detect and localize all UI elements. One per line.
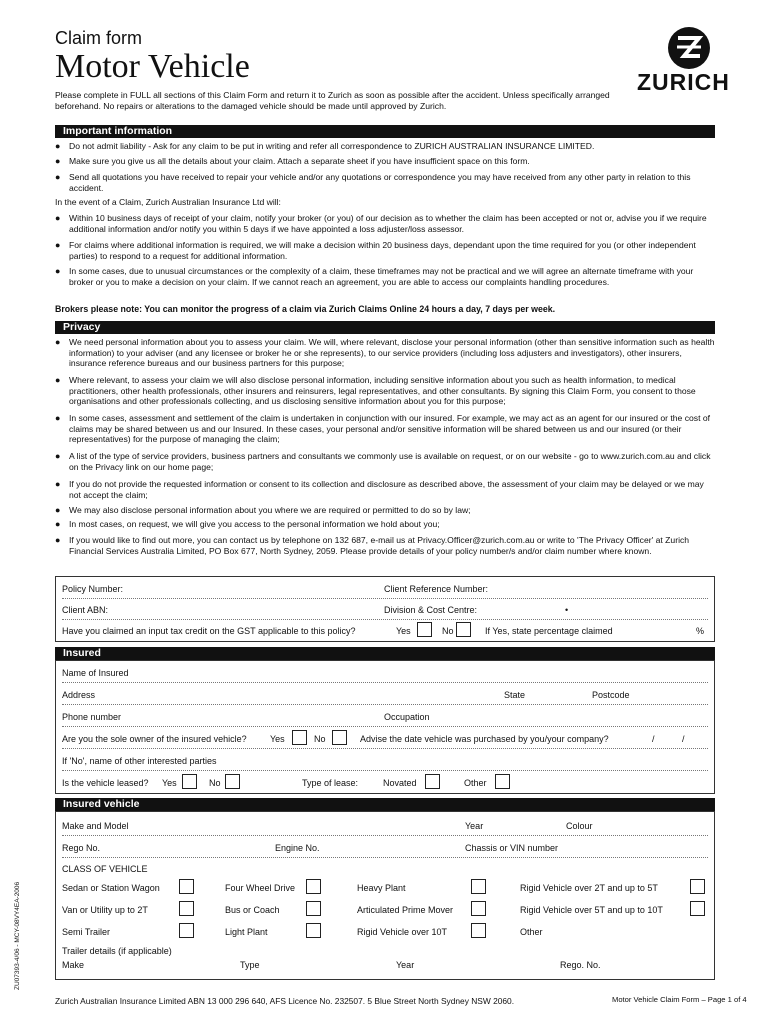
gst-yes-label: Yes: [396, 626, 411, 636]
insured-heading: Insured: [55, 647, 715, 660]
list-item: ● In some cases, assessment and settlement of the claim is undertaken in conjunction with our insured. For example, we may act as an agent for our insured or the cost of claims may be shared between us and our Insured. In these cases, your personal and/or sensitive information will be shared between us and our insured (or their representatives) for the purpose of managing the claim;: [55, 413, 711, 444]
lease-yes-checkbox[interactable]: [182, 774, 197, 789]
owner-no-checkbox[interactable]: [332, 730, 347, 745]
intro-text: Please complete in FULL all sections of this Claim Form and return it to Zurich as soon as possible after the accident. Unless specifically arranged beforehand. No repairs or alterations to the damaged vehicle should be made until approved by Zurich.: [55, 90, 610, 111]
phone-row[interactable]: [62, 705, 708, 727]
state-label: State: [504, 690, 526, 700]
make-model-row[interactable]: [62, 814, 708, 836]
lease-no-label: No: [209, 778, 221, 788]
lease-no-checkbox[interactable]: [225, 774, 240, 789]
class-articulated-checkbox[interactable]: [471, 901, 486, 916]
list-item: ● Send all quotations you have received to repair your vehicle and/or any quotations or correspondence you may have received from any other party in relation to this accident.: [55, 172, 691, 193]
phone-label: Phone number: [62, 712, 122, 722]
trailer-rego-label: Rego. No.: [560, 960, 601, 970]
sole-owner-row: [62, 727, 708, 749]
novated-label: Novated: [383, 778, 417, 788]
form-code: ZU07393-4/06 - MCY-08VY4EA-2006: [14, 881, 21, 990]
trailer-row[interactable]: [62, 953, 708, 974]
insured-section: [55, 660, 715, 794]
policy-number-label: Policy Number:: [62, 584, 124, 594]
list-item: ● Make sure you give us all the details about your claim. Attach a separate sheet if you have insufficient space on this form.: [55, 156, 530, 166]
class-sedan-checkbox[interactable]: [179, 879, 194, 894]
footer-page: Motor Vehicle Claim Form – Page 1 of 4: [612, 995, 747, 1004]
postcode-label: Postcode: [592, 690, 630, 700]
class-van-label: Van or Utility up to 2T: [62, 905, 148, 915]
policy-row-2: [62, 598, 708, 620]
list-item: ● A list of the type of service providers, business partners and consultants we commonly use is available on request, or on our website - go to www.zurich.com.au and click on the Privacy link on our home page;: [55, 451, 711, 472]
rego-row[interactable]: [62, 836, 708, 858]
brand-name: ZURICH: [637, 69, 730, 95]
class-rigid-10t-label: Rigid Vehicle over 10T: [357, 927, 448, 937]
lease-type-label: Type of lease:: [302, 778, 359, 788]
gst-yes-checkbox[interactable]: [417, 622, 432, 637]
engine-label: Engine No.: [275, 843, 320, 853]
insured-name-label: Name of Insured: [62, 668, 129, 678]
class-light-plant-label: Light Plant: [225, 927, 268, 937]
rego-label: Rego No.: [62, 843, 101, 853]
colour-label: Colour: [566, 821, 593, 831]
class-semi-trailer-label: Semi Trailer: [62, 927, 111, 937]
gst-no-checkbox[interactable]: [456, 622, 471, 637]
list-item: ● Within 10 business days of receipt of your claim, notify your broker (or you) of our decision as to whether the claim has been accepted or not or, advise you if we require additional information and/or notify you within 5 days if we have appointed a loss adjuster/loss assessor.: [55, 213, 707, 234]
class-rigid-2t-5t-checkbox[interactable]: [690, 879, 705, 894]
division-label: Division & Cost Centre:: [384, 605, 478, 615]
date-slash: /: [652, 734, 655, 744]
vehicle-heading: Insured vehicle: [55, 798, 715, 811]
zurich-logo-icon: [667, 26, 711, 70]
policy-section: [55, 576, 715, 642]
footer-company: Zurich Australian Insurance Limited ABN 13 000 296 640, AFS Licence No. 232507. 5 Blue Street North Sydney NSW 2060.: [55, 996, 515, 1006]
insured-name-row[interactable]: [62, 661, 708, 683]
policy-row-1: [62, 577, 708, 599]
class-rigid-5t-10t-label: Rigid Vehicle over 5T and up to 10T: [520, 905, 663, 915]
form-title: Motor Vehicle: [55, 48, 250, 85]
class-rigid-5t-10t-checkbox[interactable]: [690, 901, 705, 916]
year-label: Year: [465, 821, 484, 831]
class-light-plant-checkbox[interactable]: [306, 923, 321, 938]
class-heavy-plant-checkbox[interactable]: [471, 879, 486, 894]
privacy-heading: Privacy: [55, 321, 715, 334]
policy-row-3: [62, 619, 708, 640]
list-item: ● If you would like to find out more, you can contact us by telephone on 132 687, e-mail us at Privacy.Officer@zurich.com.au or write to 'The Privacy Officer' at Zurich Financial Services Australia Limited, PO Box 677, North Sydney, 2059. Please provide details of your policy number/s and/or claim number where known.: [55, 535, 690, 556]
trailer-year-label: Year: [396, 960, 415, 970]
client-abn-label: Client ABN:: [62, 605, 109, 615]
gst-percentage-label: If Yes, state percentage claimed: [485, 626, 613, 636]
class-rigid-10t-checkbox[interactable]: [471, 923, 486, 938]
gst-question: Have you claimed an input tax credit on the GST applicable to this policy?: [62, 626, 356, 636]
chassis-label: Chassis or VIN number: [465, 843, 559, 853]
class-heavy-plant-label: Heavy Plant: [357, 883, 406, 893]
client-ref-label: Client Reference Number:: [384, 584, 489, 594]
vehicle-section: [55, 811, 715, 980]
class-4wd-checkbox[interactable]: [306, 879, 321, 894]
class-sedan-label: Sedan or Station Wagon: [62, 883, 160, 893]
lease-row: [62, 771, 708, 792]
leased-question: Is the vehicle leased?: [62, 778, 149, 788]
lease-yes-label: Yes: [162, 778, 177, 788]
trailer-make-label: Make: [62, 960, 85, 970]
class-4wd-label: Four Wheel Drive: [225, 883, 296, 893]
event-intro: In the event of a Claim, Zurich Australian Insurance Ltd will:: [55, 197, 281, 207]
class-semi-trailer-checkbox[interactable]: [179, 923, 194, 938]
list-item: ● In some cases, due to unusual circumstances or the complexity of a claim, these timeframes may not be practical and we will agree an alternate timeframe with your broker or you to make a decision on your claim. If we cannot reach an agreement, you are able to access our complaints handling procedures.: [55, 266, 694, 287]
class-bus-checkbox[interactable]: [306, 901, 321, 916]
lease-other-label: Other: [464, 778, 487, 788]
class-bus-label: Bus or Coach: [225, 905, 280, 915]
list-item: ● Where relevant, to assess your claim we will also disclose personal information, including sensitive information about you such as health information, to medical practitioners, other health professionals, other insurers and reinsurers, legal representatives, and other consultants. By signing this Claim Form, you consent to those organisations and other professionals collecting, and us disclosing sensitive information about you for this purpose;: [55, 375, 696, 406]
list-item: ● If you do not provide the requested information or consent to its collection and disclosure as described above, the assessment of your claim may be delayed or we may not accept the claim;: [55, 479, 704, 500]
novated-checkbox[interactable]: [425, 774, 440, 789]
make-model-label: Make and Model: [62, 821, 129, 831]
gst-no-label: No: [442, 626, 454, 636]
class-other-label: Other: [520, 927, 543, 937]
date-slash: /: [682, 734, 685, 744]
owner-yes-checkbox[interactable]: [292, 730, 307, 745]
class-articulated-label: Articulated Prime Mover: [357, 905, 454, 915]
occupation-label: Occupation: [384, 712, 430, 722]
list-item: ● Do not admit liability - Ask for any claim to be put in writing and refer all correspondence to ZURICH AUSTRALIAN INSURANCE LIMITED.: [55, 141, 595, 151]
other-parties-row[interactable]: [62, 749, 708, 771]
address-label: Address: [62, 690, 96, 700]
class-rigid-2t-5t-label: Rigid Vehicle over 2T and up to 5T: [520, 883, 658, 893]
important-heading: Important information: [55, 125, 715, 138]
owner-yes-label: Yes: [270, 734, 285, 744]
date-purchased-label: Advise the date vehicle was purchased by you/your company?: [360, 734, 609, 744]
list-item: ● We need personal information about you to assess your claim. We will, where relevant, disclose your personal information (other than sensitive information such as health information) to your adviser (and any licensee or broker he or she represents), to our service providers (including loss adjusters and investigators), other insurers, insurance reference bureaus and our business partners for this purpose;: [55, 337, 715, 368]
class-heading: CLASS OF VEHICLE: [62, 864, 148, 874]
class-van-checkbox[interactable]: [179, 901, 194, 916]
division-bullet: •: [565, 605, 569, 615]
owner-no-label: No: [314, 734, 326, 744]
address-row[interactable]: [62, 683, 708, 705]
form-label: Claim form: [55, 28, 143, 48]
lease-other-checkbox[interactable]: [495, 774, 510, 789]
trailer-details-label: Trailer details (if applicable): [62, 946, 172, 956]
other-parties-label: If 'No', name of other interested parties: [62, 756, 217, 766]
percent-sign: %: [696, 626, 705, 636]
trailer-type-label: Type: [240, 960, 260, 970]
list-item: ● For claims where additional information is required, we will make a decision within 20 business days, dependant upon the time required for you (or other independent parties) to respond to a request for additional information.: [55, 240, 696, 261]
brokers-note: Brokers please note: You can monitor the progress of a claim via Zurich Claims Online 24 hours a day, 7 days per week.: [55, 304, 556, 314]
sole-owner-question: Are you the sole owner of the insured vehicle?: [62, 734, 247, 744]
list-item: ● In most cases, on request, we will give you access to the personal information we hold about you;: [55, 519, 440, 529]
list-item: ● We may also disclose personal information about you where we are required or permitted to do so by law;: [55, 505, 471, 515]
